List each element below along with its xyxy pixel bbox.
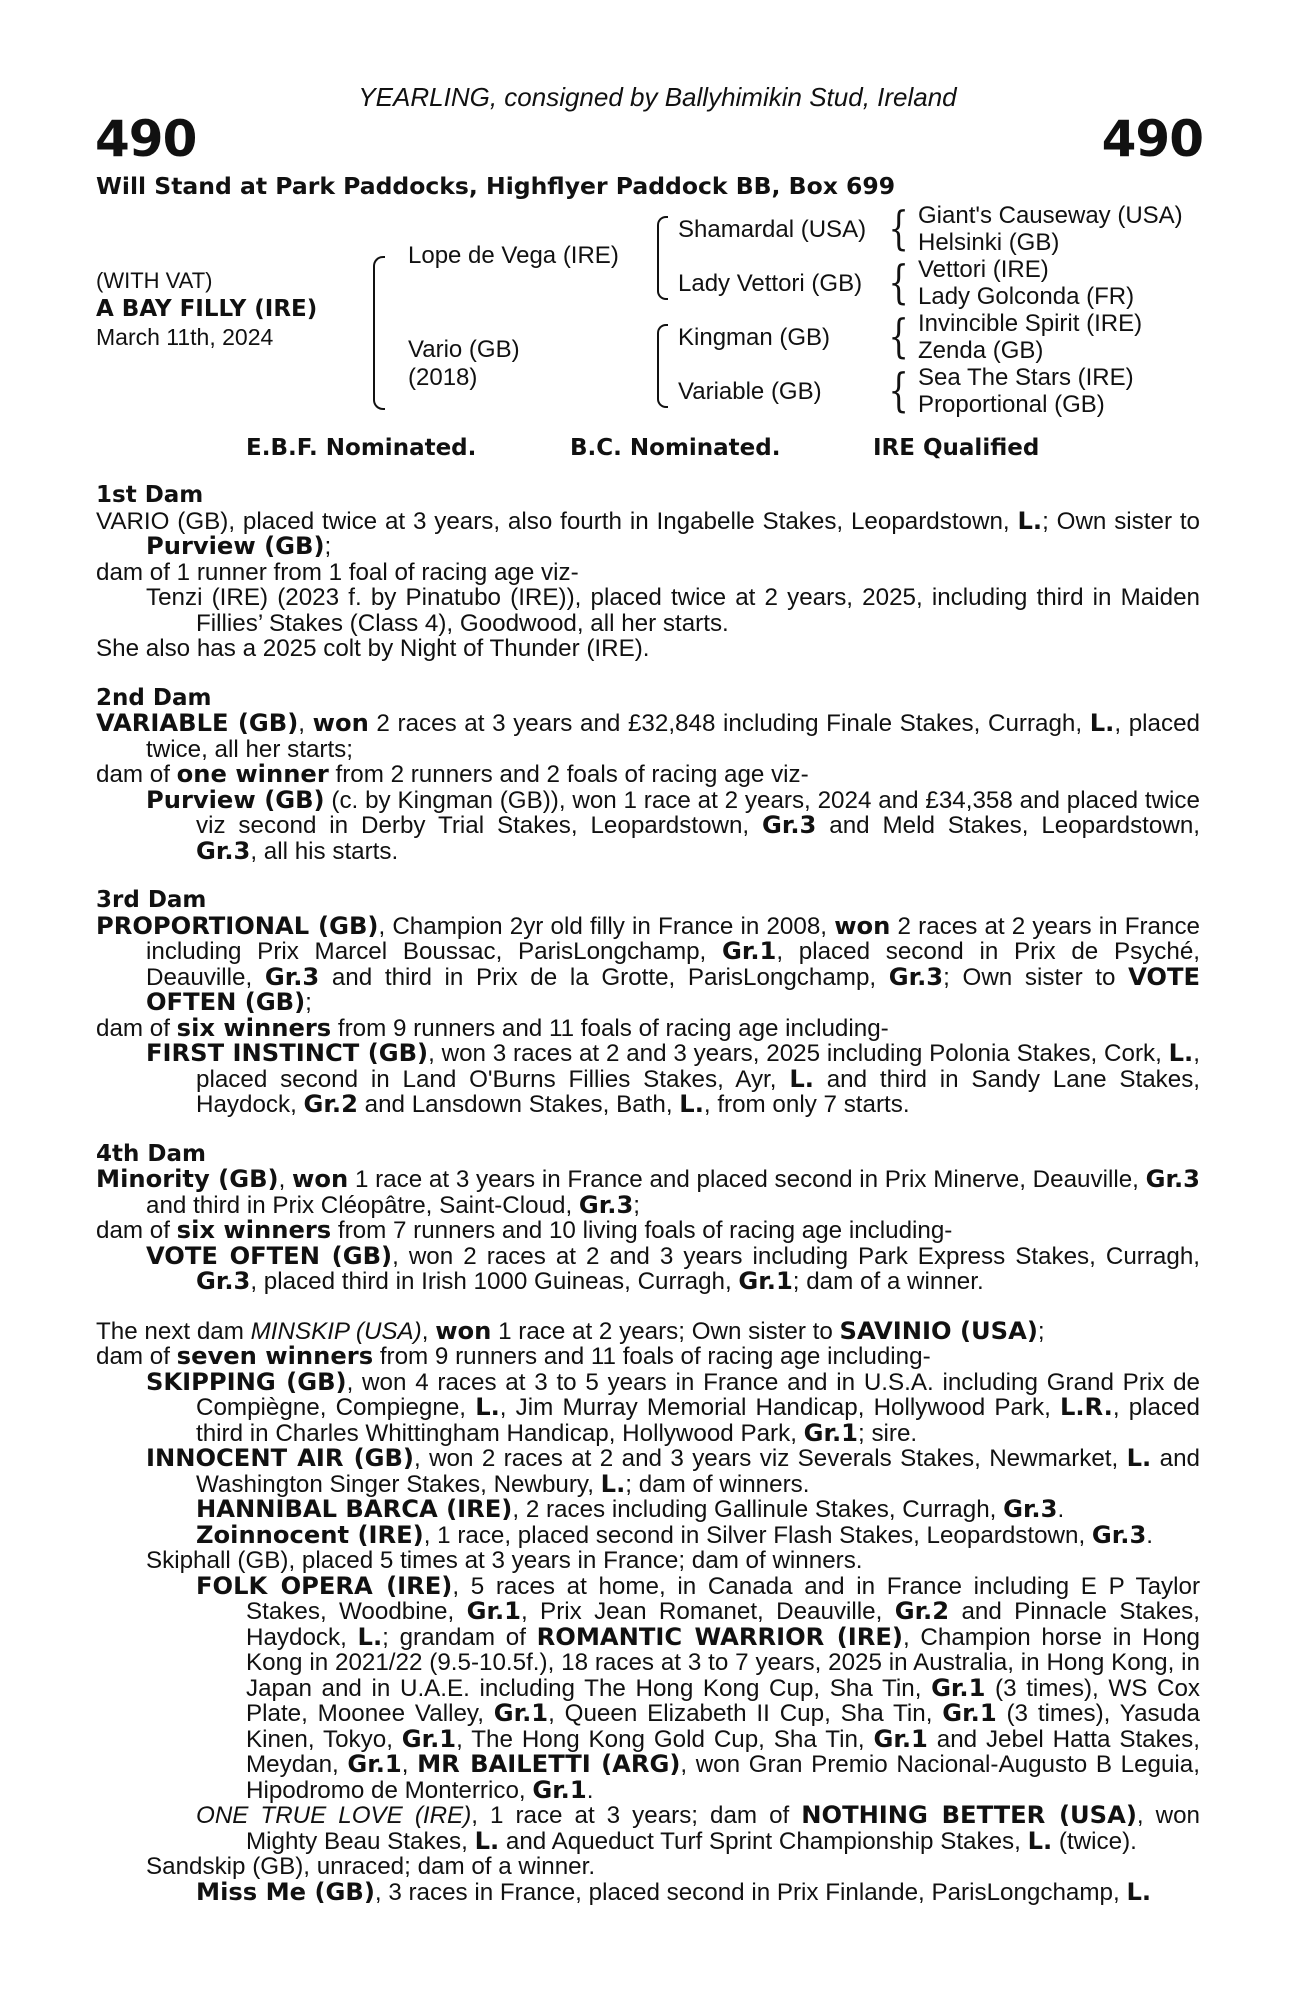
first-dam-yearling-note: She also has a 2025 colt by Night of Thunder (IRE). bbox=[96, 635, 650, 662]
pedigree-brace-dam bbox=[657, 324, 668, 408]
pedigree-brace-main bbox=[373, 256, 385, 410]
dam-dam: Variable (GB) bbox=[678, 378, 822, 405]
first-dam-produce-summary: dam of 1 runner from 1 foal of racing age viz- bbox=[96, 558, 579, 586]
third-dam-record: PROPORTIONAL (GB), Champion 2yr old filly in France in 2008, won 2 races at 2 years in France including Prix Marcel Boussac, ParisLongchamp, Gr.1, placed second in Prix de Psyché, Deauville, Gr.3 and third in Prix de la Grotte, ParisLongchamp, Gr.3; Own sister to VOTE OFTEN (GB); bbox=[96, 911, 1201, 1016]
consignment-line: YEARLING, consigned by Ballyhimikin Stud, Ireland bbox=[358, 82, 957, 112]
ire-qualified: IRE Qualified bbox=[873, 435, 1040, 461]
first-dam-record: VARIO (GB), placed twice at 3 years, also fourth in Ingabelle Stakes, Leopardstown, L.; Own sister to Purview (GB); bbox=[96, 506, 1200, 560]
dam-sire: Kingman (GB) bbox=[678, 324, 831, 351]
pedigree-brace-g3-4: { bbox=[888, 363, 909, 417]
second-dam-heading: 2nd Dam bbox=[96, 684, 212, 711]
lot-number-right: 490 bbox=[1101, 110, 1203, 168]
foal-skipping: SKIPPING (GB), won 4 races at 3 to 5 years in France and in U.S.A. including Grand Prix de Compiègne, Compiegne, L., Jim Murray Memorial Handicap, Hollywood Park, L.R., placed third in Charles Whittingham Handicap, Hollywood Park, Gr.1; sire. bbox=[146, 1367, 1201, 1447]
foal-hannibal-barca: HANNIBAL BARCA (IRE), 2 races including Gallinule Stakes, Curragh, Gr.3. bbox=[196, 1495, 1065, 1523]
foal-folk-opera: FOLK OPERA (IRE), 5 races at home, in Canada and in France including E P Taylor Stakes, Woodbine, Gr.1, Prix Jean Romanet, Deauville, Gr.2 and Pinnacle Stakes, Haydock, L.; grandam of ROMANTIC WARRIOR (IRE), Champion horse in Hong Kong in 2021/22 (9.5-10.5f.), 18 races at 3 to 7 years, 2025 in Australia, in Hong Kong, in Japan and in U.A.E. including The Hong Kong Cup, Sha Tin, Gr.1 (3 times), WS Cox Plate, Moonee Valley, Gr.1, Queen Elizabeth II Cup, Sha Tin, Gr.1 (3 times), Yasuda Kinen, Tokyo, Gr.1, The Hong Kong Gold Cup, Sha Tin, Gr.1 and Jebel Hatta Stakes, Meydan, Gr.1, MR BAILETTI (ARG), won Gran Premio Nacional-Augusto B Leguia, Hipodromo de Monterrico, Gr.1. bbox=[196, 1571, 1201, 1804]
dam-sire-dam: Zenda (GB) bbox=[918, 337, 1044, 364]
second-dam-foal-purview: Purview (GB) (c. by Kingman (GB)), won 1 race at 2 years, 2024 and £34,358 and placed twice viz second in Derby Trial Stakes, Leopardstown, Gr.3 and Meld Stakes, Leopardstown, Gr.3, all his starts. bbox=[146, 785, 1200, 865]
horse-name: A BAY FILLY (IRE) bbox=[96, 296, 318, 322]
dam-year: (2018) bbox=[408, 364, 478, 391]
third-dam-heading: 3rd Dam bbox=[96, 887, 207, 913]
dam-dam-sire: Sea The Stars (IRE) bbox=[918, 364, 1134, 391]
foal-innocent-air: INNOCENT AIR (GB), won 2 races at 2 and 3 years viz Severals Stakes, Newmarket, L. and Washington Singer Stakes, Newbury, L.; dam of winners. bbox=[146, 1444, 1200, 1498]
third-dam-produce-summary: dam of six winners from 9 runners and 11 foals of racing age including- bbox=[96, 1013, 889, 1042]
foal-zoinnocent: Zoinnocent (IRE), 1 race, placed second in Silver Flash Stakes, Leopardstown, Gr.3. bbox=[196, 1520, 1154, 1549]
foal-miss-me: Miss Me (GB), 3 races in France, placed second in Prix Finlande, ParisLongchamp, L. bbox=[196, 1877, 1152, 1906]
foal-sandskip: Sandskip (GB), unraced; dam of a winner. bbox=[146, 1853, 596, 1880]
next-dam-record: The next dam MINSKIP (USA), won 1 race at 2 years; Own sister to SAVINIO (USA); bbox=[96, 1316, 1045, 1345]
dam-name: Vario (GB) bbox=[408, 336, 520, 363]
fourth-dam-record: Minority (GB), won 1 race at 3 years in France and placed second in Prix Minerve, Deauville, Gr.3 and third in Prix Cléopâtre, Saint-Cloud, Gr.3; bbox=[96, 1165, 1200, 1219]
lot-number-left: 490 bbox=[95, 110, 197, 168]
first-dam-heading: 1st Dam bbox=[96, 482, 204, 508]
sire-dam: Lady Vettori (GB) bbox=[678, 270, 863, 297]
pedigree-brace-sire bbox=[657, 216, 668, 300]
foal-skiphall: Skiphall (GB), placed 5 times at 3 years in France; dam of winners. bbox=[146, 1547, 863, 1574]
ebf-nominated: E.B.F. Nominated. bbox=[246, 435, 477, 461]
sire-name: Lope de Vega (IRE) bbox=[408, 242, 619, 269]
sire-sire: Shamardal (USA) bbox=[678, 216, 867, 243]
sire-sire-dam: Helsinki (GB) bbox=[918, 229, 1060, 256]
fourth-dam-heading: 4th Dam bbox=[96, 1140, 206, 1167]
second-dam-record: VARIABLE (GB), won 2 races at 3 years and £32,848 including Finale Stakes, Curragh, L., placed twice, all her starts; bbox=[96, 709, 1200, 763]
foaling-date: March 11th, 2024 bbox=[96, 324, 274, 350]
bc-nominated: B.C. Nominated. bbox=[570, 435, 781, 461]
sire-dam-dam: Lady Golconda (FR) bbox=[918, 283, 1135, 310]
first-dam-foal-tenzi: Tenzi (IRE) (2023 f. by Pinatubo (IRE)), placed twice at 2 years, 2025, including third in Maiden Fillies’ Stakes (Class 4), Goodwood, all her starts. bbox=[146, 584, 1200, 637]
dam-sire-sire: Invincible Spirit (IRE) bbox=[918, 310, 1143, 337]
third-dam-foal-first-instinct: FIRST INSTINCT (GB), won 3 races at 2 and 3 years, 2025 including Polonia Stakes, Cork, L., placed second in Land O'Burns Fillies Stakes, Ayr, L. and third in Sandy Lane Stakes, Haydock, Gr.2 and Lansdown Stakes, Bath, L., from only 7 starts. bbox=[146, 1039, 1201, 1118]
fourth-dam-foal-vote-often: VOTE OFTEN (GB), won 2 races at 2 and 3 years including Park Express Stakes, Curragh, Gr.3, placed third in Irish 1000 Guineas, Curragh, Gr.1; dam of a winner. bbox=[146, 1241, 1200, 1295]
pedigree-brace-g3-2: { bbox=[888, 255, 909, 309]
pedigree-brace-g3-1: { bbox=[888, 201, 909, 255]
fourth-dam-produce-summary: dam of six winners from 7 runners and 10 living foals of racing age including- bbox=[96, 1216, 953, 1244]
produce-record bbox=[96, 483, 1200, 1905]
stand-location: Will Stand at Park Paddocks, Highflyer Paddock BB, Box 699 bbox=[96, 172, 896, 200]
pedigree-brace-g3-3: { bbox=[888, 309, 909, 363]
next-dam-produce-summary: dam of seven winners from 9 runners and 11 foals of racing age including- bbox=[96, 1342, 931, 1370]
dam-dam-dam: Proportional (GB) bbox=[918, 391, 1105, 418]
foal-one-true-love: ONE TRUE LOVE (IRE), 1 race at 3 years; dam of NOTHING BETTER (USA), won Mighty Beau Stakes, L. and Aqueduct Turf Sprint Championship Stakes, L. (twice). bbox=[196, 1801, 1200, 1855]
second-dam-produce-summary: dam of one winner from 2 runners and 2 foals of racing age viz- bbox=[96, 760, 809, 788]
vat-label: (WITH VAT) bbox=[96, 268, 213, 293]
sire-sire-sire: Giant's Causeway (USA) bbox=[918, 202, 1183, 229]
sire-dam-sire: Vettori (IRE) bbox=[918, 256, 1049, 283]
